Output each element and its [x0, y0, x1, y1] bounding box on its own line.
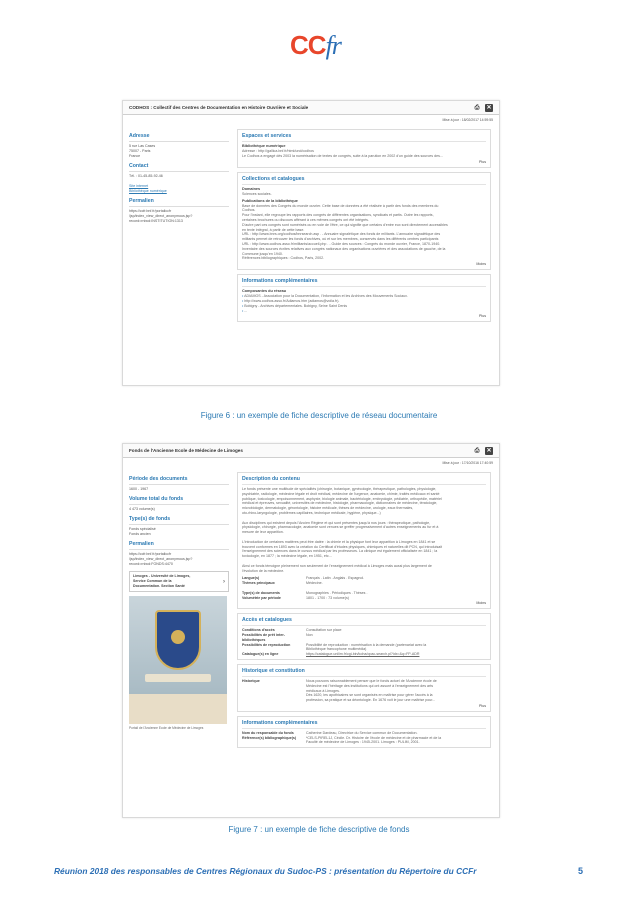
adresse-line: 5 rue Las Cases [129, 144, 156, 149]
network-member-url[interactable]: • http://www.codhos.asso.fr/Adiamos.htm (adiamos@voila.fr). [242, 299, 486, 304]
kv-key: Catalogue(s) en ligne [242, 652, 279, 657]
plus-button[interactable]: Plus [479, 159, 486, 164]
kv-key: bibliothèques [242, 637, 266, 642]
kv-key: Possibilités de reproduction [242, 642, 291, 647]
permalien-title: Permalien [129, 541, 229, 550]
right-column [237, 129, 491, 326]
coll-line: Pour l'instant, elle regroupe les rapports des congrès de différentes organisations, syndicats et partis. Outre les rapports, [242, 213, 434, 218]
image-caption: Portail de l'Ancienne Ecole de Médecine de Limoges [129, 725, 204, 730]
collections-title: Collections et catalogues [242, 176, 486, 185]
kv-value: Catherine Dardeau, Directrice du Service commun de Documentation. [306, 730, 418, 735]
left-column [129, 129, 229, 224]
moins-button[interactable]: Moins [476, 601, 486, 606]
site-link[interactable]: Site internet [129, 184, 149, 189]
desc-line: L'introduction de certaines matières peut être datée : la chimie et la physique font leur apparition à Limoges en 1841 et se [242, 539, 436, 544]
espaces-sub: Bibliothèque numérique [242, 144, 286, 149]
kv-value: Faculté de médecine de Limoges : 1945-2001. Limoges : PULIM, 2001. [306, 740, 420, 745]
coll-line: certaines brochures ou discours afférant à ces mêmes congrès ont été intégrés. [242, 218, 369, 223]
digital-library-link[interactable]: Bibliothèque numérique [129, 189, 167, 194]
print-icon[interactable]: ⎙ [474, 105, 480, 111]
coll-line: URL : http://www.codhos.asso.fr/militants/accueil.php . - Guide des sources : Congrès du monde ouvrier, France, 1870-1940. [242, 242, 441, 247]
contact-title: Contact [129, 163, 229, 172]
contact-phone: Tél. : 01-45-85-92-46 [129, 174, 163, 179]
kv-key: Type(s) de documents [242, 590, 280, 595]
kv-value: Monographies . Périodiques . Thèses . [306, 590, 368, 595]
network-member[interactable]: • ADIAMOS - Association pour la Documentation, l'Information et les Archives des Mouvements Sociaux. [242, 294, 486, 299]
record-title: CODHOS : Collectif des Centres de Documentation en Histoire Ouvrière et Sociale [129, 105, 309, 110]
network-more: • ... [242, 309, 486, 314]
permalien-title: Permalien [129, 198, 229, 207]
info-title: Informations complémentaires [242, 720, 486, 729]
espaces-text: Le Codhos a engagé dès 2003 la numérisation de textes de congrès, suite à la parution en 2002 d'un guide des sources des... [242, 153, 443, 158]
desc-line: mesure de leur apparition. [242, 530, 284, 535]
espaces-title: Espaces et services [242, 133, 486, 142]
info-section [237, 716, 491, 748]
periode-value: 1600 - 1967 [129, 487, 149, 492]
figure-7-screenshot [122, 443, 500, 818]
kv-row [242, 740, 486, 745]
footer-text: Réunion 2018 des responsables de Centres Régionaux du Sudoc-PS : présentation du Répertoire du CCFr [54, 866, 477, 876]
types-title: Type(s) de fonds [129, 516, 229, 525]
permalien-line[interactable]: record=rnbcd:FONDS:4470 [129, 562, 173, 567]
domaines-value: Sciences sociales. [242, 191, 272, 196]
kv-row [242, 596, 486, 601]
desc-line: toxicologie, en 1877 ; la médecine légale, en 1951, etc... [242, 554, 332, 559]
kv-key: Référence(s) bibliographique(s) [242, 735, 297, 740]
kv-value: Médecine. [306, 581, 323, 586]
description-section [237, 472, 491, 609]
desc-line: Ainsi ce fonds témoigne pleinement non seulement de l'enseignement médical à Limoges mais aussi plus largement de [242, 563, 432, 568]
record-title: Fonds de l'Ancienne Ecole de Médecine de Limoges [129, 448, 243, 453]
kv-key: Thèmes principaux [242, 581, 275, 586]
kv-key: Possibilités de prêt inter- [242, 633, 285, 637]
desc-line: l'enseignement des sciences dans le cursus médical par les professeurs. La clinique est également officialisée en 1841 ; la [242, 549, 438, 554]
volume-value: 4 473 volume(s) [129, 507, 155, 512]
kv-key: Conditions d'accès [242, 628, 275, 633]
historique-section [237, 664, 491, 712]
permalien-line[interactable]: /jsp/index_view_direct_anonymous.jsp? [129, 214, 193, 219]
close-icon[interactable]: ✕ [486, 105, 492, 111]
print-icon[interactable]: ⎙ [474, 448, 480, 454]
figure-6-screenshot [122, 100, 500, 386]
permalien-line[interactable]: https://ccfr.bnf.fr/portailccfr [129, 209, 172, 214]
institution-line: Limoges - Université de Limoges, [133, 574, 191, 579]
desc-line: médical et épreuves, sexualité, universités de médecine, histologie, pharmacologie, dictionnaires de médecine, tératologie, [242, 501, 438, 506]
desc-line: physiologie, chirurgie, pharmacologie, anatomie sont venues se greffer progressivement d'autres enseignements au fur et à [242, 525, 439, 530]
close-icon[interactable]: ✕ [486, 448, 492, 454]
composantes-label: Composantes du réseau [242, 289, 287, 294]
kv-key: Volumétrie par période [242, 595, 281, 600]
kv-value: Non [306, 633, 313, 637]
logo-cc: CC [290, 30, 326, 60]
permalien-line[interactable]: /jsp/index_view_direct_anonymous.jsp? [129, 557, 193, 562]
record-title-bar [123, 444, 499, 458]
record-title-bar [123, 101, 499, 115]
collections-section [237, 172, 491, 270]
adresse-line: 75007 - Paris [129, 149, 151, 154]
coll-line: Codhos. [242, 208, 256, 213]
permalien-line[interactable]: record=rnbcd:INSTITUTION:1313 [129, 219, 183, 224]
logo-fr: fr [325, 31, 341, 60]
info-title: Informations complémentaires [242, 278, 486, 287]
crest-pedestal [129, 694, 227, 724]
kv-value: 1801 - 1700 : 73 volume(s) [306, 595, 349, 600]
crest-scroll [145, 674, 211, 682]
kv-value: *CELS-PIREL1J, Cécile. Dr. Histoire de l'école de médecine et de pharmacie et de la [306, 735, 442, 740]
plus-button[interactable]: Plus [479, 314, 486, 319]
desc-line: l'évolution de la médecine. [242, 568, 285, 573]
acces-title: Accès et catalogues [242, 617, 486, 626]
info-section [237, 274, 491, 322]
domaines-label: Domaines [242, 186, 261, 191]
publications-label: Publications de la bibliothèque [242, 198, 298, 203]
coll-line: Base de données des Congrès du monde ouvrier. Cette base de données a été réalisée à partir des fonds des membres du [242, 203, 439, 208]
volume-title: Volume total du fonds [129, 496, 229, 505]
coll-line: en texte intégral, à partir de cette base. [242, 227, 305, 232]
coll-line: Commune jusqu'en 1940. [242, 251, 283, 256]
update-date: Mise à jour : 18/02/2017 14:59:55 [442, 118, 493, 122]
coll-line: URL : http://www.bnrs.org/codhos/bnrsearch.asp . - Annuaire signalétique des fonds de militants. L'annuaire signalétique des [242, 232, 441, 237]
coll-line: Références bibliographiques : Codhos, Paris, 2002. [242, 256, 325, 261]
figure-6-caption: Figure 6 : un exemple de fiche descriptive de réseau documentaire [200, 411, 438, 420]
espaces-section [237, 129, 491, 168]
catalogue-link[interactable]: https://catalogue.unilim.fr/cgi-bin/koha/opac-search.pl?idx=&q=FP-ADR [306, 652, 420, 657]
figure-7-caption: Figure 7 : un exemple de fiche descriptive de fonds [228, 825, 410, 834]
moins-button[interactable]: Moins [476, 262, 486, 267]
type-value: Fonds spécialisé [129, 527, 156, 532]
kv-value: Consultation sur place [306, 628, 342, 633]
hist-line: Médecine est l'héritage des institutions qui ont assuré à l'enseignement des arts [306, 683, 434, 688]
institution-link-box[interactable] [129, 571, 229, 592]
right-column [237, 472, 491, 752]
permalien-line[interactable]: https://ccfr.bnf.fr/portailccfr [129, 552, 172, 557]
hist-line: Nous pouvons raisonnablement penser que le fonds actuel de l'Ancienne école de [306, 679, 437, 683]
ccfr-logo [290, 32, 341, 59]
coll-line: militants permet de retrouver les fonds d'archives, où et sur les membres, conservés dans les différents centres participants [242, 237, 439, 242]
institution-line: Service Commun de la [133, 578, 172, 583]
desc-line: psychiatrie, radiologie, médecine légale et droit médical, médecine de l'urgence, anatomie, chimie, traités médicaux et santé [242, 491, 440, 496]
kv-key: Langue(s) [242, 576, 260, 581]
type-value: Fonds ancien [129, 532, 151, 537]
hist-line: profession, sa pratique et sa déontologie. En 1676 voit le jour une maîtrise pour... [306, 698, 436, 703]
update-date: Mise à jour : 17/10/2016 17:40:59 [442, 461, 493, 465]
hist-line: Dès 1620, les apothicaires se sont organisés en maîtrise pour gérer l'accès à la [306, 693, 433, 698]
desc-line: Le fonds présente une multitude de spécialités (chirurgie, botanique, gynécologie, thérapeutique, pathologies, physiologie, [242, 487, 437, 492]
adresse-line: France [129, 154, 141, 159]
desc-line: oto-rhino-laryngologie, problèmes capillaires, technique médicale, hygiène, physique...) [242, 511, 381, 515]
kv-value: Français . Latin . Anglais . Espagnol. [306, 576, 365, 581]
left-column [129, 472, 229, 730]
coll-line: D'autre part ces congrès sont numérisés ou en voie de l'être, ce qui signifie que certains d'entre eux sont directement accessibles [242, 222, 448, 227]
school-crest-image [129, 596, 227, 724]
desc-line: microbiologie, dermatologie, gérontologie, histoire médicale, thèses de médecine, urologie, eaux thermales, [242, 506, 414, 511]
desc-line: publique, toxicologie, empoisonnement, asphyxie, biologie animale, bactériologie, embryologie, pédiatrie, orthopédie, matériel [242, 496, 442, 501]
kv-value: Possibilité de reproduction : numérisation à la demande (partenariat avec la [306, 642, 427, 647]
historique-title: Historique et constitution [242, 668, 486, 677]
desc-line: trouvent conformes en 1893 avec la création du Certificat d'études physiques, chimiques et naturelles dit PCN, qui introduisait [242, 544, 443, 549]
plus-button[interactable]: Plus [479, 703, 486, 708]
kv-row [242, 652, 486, 657]
periode-title: Période des documents [129, 476, 229, 485]
espaces-address[interactable]: Adresse : http://gallica.bnf.fr/html/und/codhos [242, 149, 314, 154]
chevron-right-icon: › [223, 579, 225, 586]
kv-key: Nom du responsable du fonds [242, 730, 294, 735]
crest-shield [155, 610, 201, 670]
acces-section [237, 613, 491, 660]
desc-line: Aux disciplines qui existent depuis l'Ancien Régime et qui sont présentes jusqu'à nos jours : thérapeutique, pathologie, [242, 520, 431, 525]
adresse-title: Adresse [129, 133, 229, 142]
institution-line: Documentation. Section Santé [133, 583, 185, 588]
description-title: Description du contenu [242, 476, 486, 485]
network-member[interactable]: • Bobigny - Archives départementales. Bobigny, Seine Saint Denis [242, 304, 486, 309]
kv-value: Bibliothèque francophone multimédia) [306, 647, 367, 652]
historique-key: Historique [242, 679, 260, 683]
coll-line: Inventaire des sources écrites relatives aux congrès nationaux des organisations ouvrières et des associations de gauche, de la [242, 246, 446, 251]
hist-line: médicaux à Limoges. [306, 688, 340, 693]
page-number: 5 [578, 866, 584, 876]
kv-key [242, 740, 306, 745]
